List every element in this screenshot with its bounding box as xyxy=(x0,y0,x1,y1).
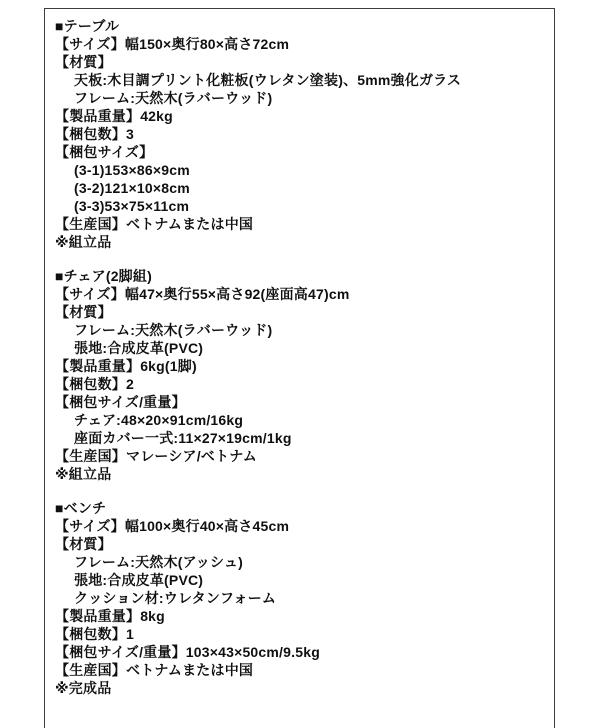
spec-line: 座面カバー一式:11×27×19cm/1kg xyxy=(74,430,292,446)
spec-line: 【製品重量】42kg xyxy=(55,108,173,124)
spec-line: チェア:48×20×91cm/16kg xyxy=(74,412,244,428)
spec-line: 【梱包数】1 xyxy=(55,626,134,642)
spec-line: 【製品重量】8kg xyxy=(55,608,165,624)
spec-line: 【生産国】ベトナムまたは中国 xyxy=(55,662,254,678)
spec-line: 【サイズ】幅100×奥行40×高さ45cm xyxy=(55,518,290,534)
spec-line: 【材質】 xyxy=(55,54,112,70)
spec-line: 【材質】 xyxy=(55,304,112,320)
spec-line: 【梱包サイズ/重量】 xyxy=(55,394,186,410)
spec-line: 【梱包サイズ/重量】103×43×50cm/9.5kg xyxy=(55,644,320,660)
spec-line: 【梱包数】3 xyxy=(55,126,134,142)
spec-line: 天板:木目調プリント化粧板(ウレタン塗装)、5mm強化ガラス xyxy=(74,72,462,88)
spec-line: 張地:合成皮革(PVC) xyxy=(74,340,204,356)
spec-section xyxy=(55,17,544,251)
spec-section-title: ■テーブル xyxy=(55,18,120,34)
spec-line: (3-2)121×10×8cm xyxy=(74,180,190,196)
spec-line: 【材質】 xyxy=(55,536,112,552)
spec-line: ※完成品 xyxy=(55,680,112,696)
spec-section-title: ■ベンチ xyxy=(55,500,107,516)
spec-sheet xyxy=(44,8,555,728)
spec-line: フレーム:天然木(アッシュ) xyxy=(74,554,243,570)
spec-line: 【サイズ】幅47×奥行55×高さ92(座面高47)cm xyxy=(55,286,350,302)
spec-line: 【生産国】マレーシア/ベトナム xyxy=(55,448,257,464)
spec-line: 張地:合成皮革(PVC) xyxy=(74,572,204,588)
spec-line: ※組立品 xyxy=(55,466,112,482)
spec-line: ※組立品 xyxy=(55,234,112,250)
spec-line: 【梱包数】2 xyxy=(55,376,134,392)
spec-section xyxy=(55,499,544,697)
spec-line: クッション材:ウレタンフォーム xyxy=(74,590,277,606)
spec-line: フレーム:天然木(ラバーウッド) xyxy=(74,322,273,338)
spec-line: (3-1)153×86×9cm xyxy=(74,162,190,178)
spec-line: 【梱包サイズ】 xyxy=(55,144,154,160)
spec-line: 【製品重量】6kg(1脚) xyxy=(55,358,197,374)
spec-line: フレーム:天然木(ラバーウッド) xyxy=(74,90,273,106)
spec-section xyxy=(55,267,544,483)
spec-line: (3-3)53×75×11cm xyxy=(74,198,190,214)
spec-line: 【サイズ】幅150×奥行80×高さ72cm xyxy=(55,36,290,52)
spec-line: 【生産国】ベトナムまたは中国 xyxy=(55,216,254,232)
spec-section-title: ■チェア(2脚組) xyxy=(55,268,152,284)
